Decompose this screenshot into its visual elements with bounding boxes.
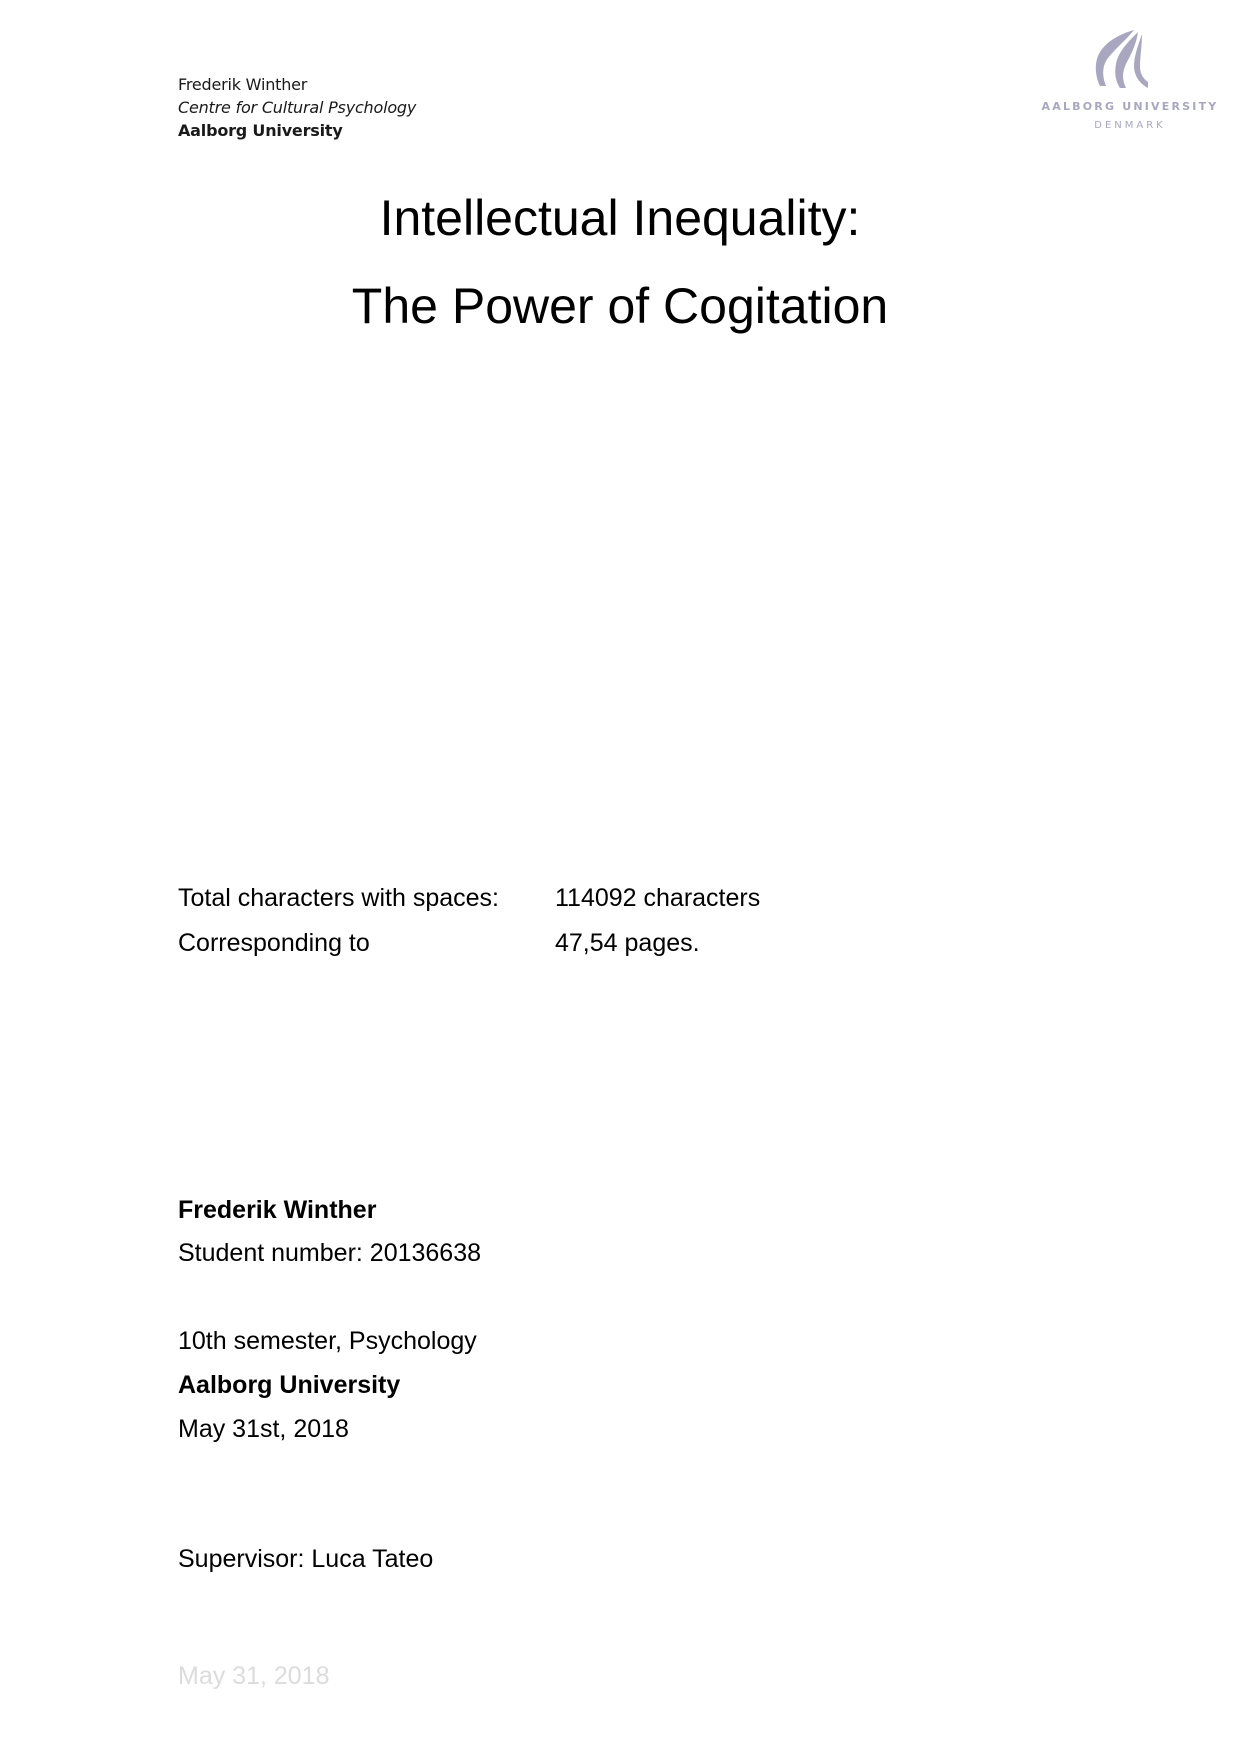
supervisor: Supervisor: Luca Tateo — [178, 1545, 434, 1573]
document-title-line-2: The Power of Cogitation — [351, 278, 889, 334]
university-name: Aalborg University — [178, 1371, 401, 1399]
document-title-line-1: Intellectual Inequality: — [379, 190, 861, 246]
logo-university-name: AALBORG UNIVERSITY — [1041, 100, 1219, 113]
header-department: Centre for Cultural Psychology — [178, 98, 417, 117]
aau-swoosh-icon — [1090, 28, 1152, 90]
stat-value-pages: 47,54 pages. — [555, 929, 700, 957]
semester: 10th semester, Psychology — [178, 1327, 477, 1355]
author-name: Frederik Winther — [178, 1196, 377, 1224]
stat-label-characters: Total characters with spaces: — [178, 884, 499, 912]
logo-country: DENMARK — [1094, 120, 1166, 131]
stat-label-pages: Corresponding to — [178, 929, 370, 957]
submission-date: May 31st, 2018 — [178, 1415, 349, 1443]
university-logo — [1040, 28, 1220, 140]
header-author: Frederik Winther — [178, 75, 308, 94]
header-university: Aalborg University — [178, 121, 343, 140]
footer-date: May 31, 2018 — [178, 1662, 330, 1690]
stat-value-characters: 114092 characters — [555, 884, 761, 912]
student-number: Student number: 20136638 — [178, 1239, 482, 1267]
